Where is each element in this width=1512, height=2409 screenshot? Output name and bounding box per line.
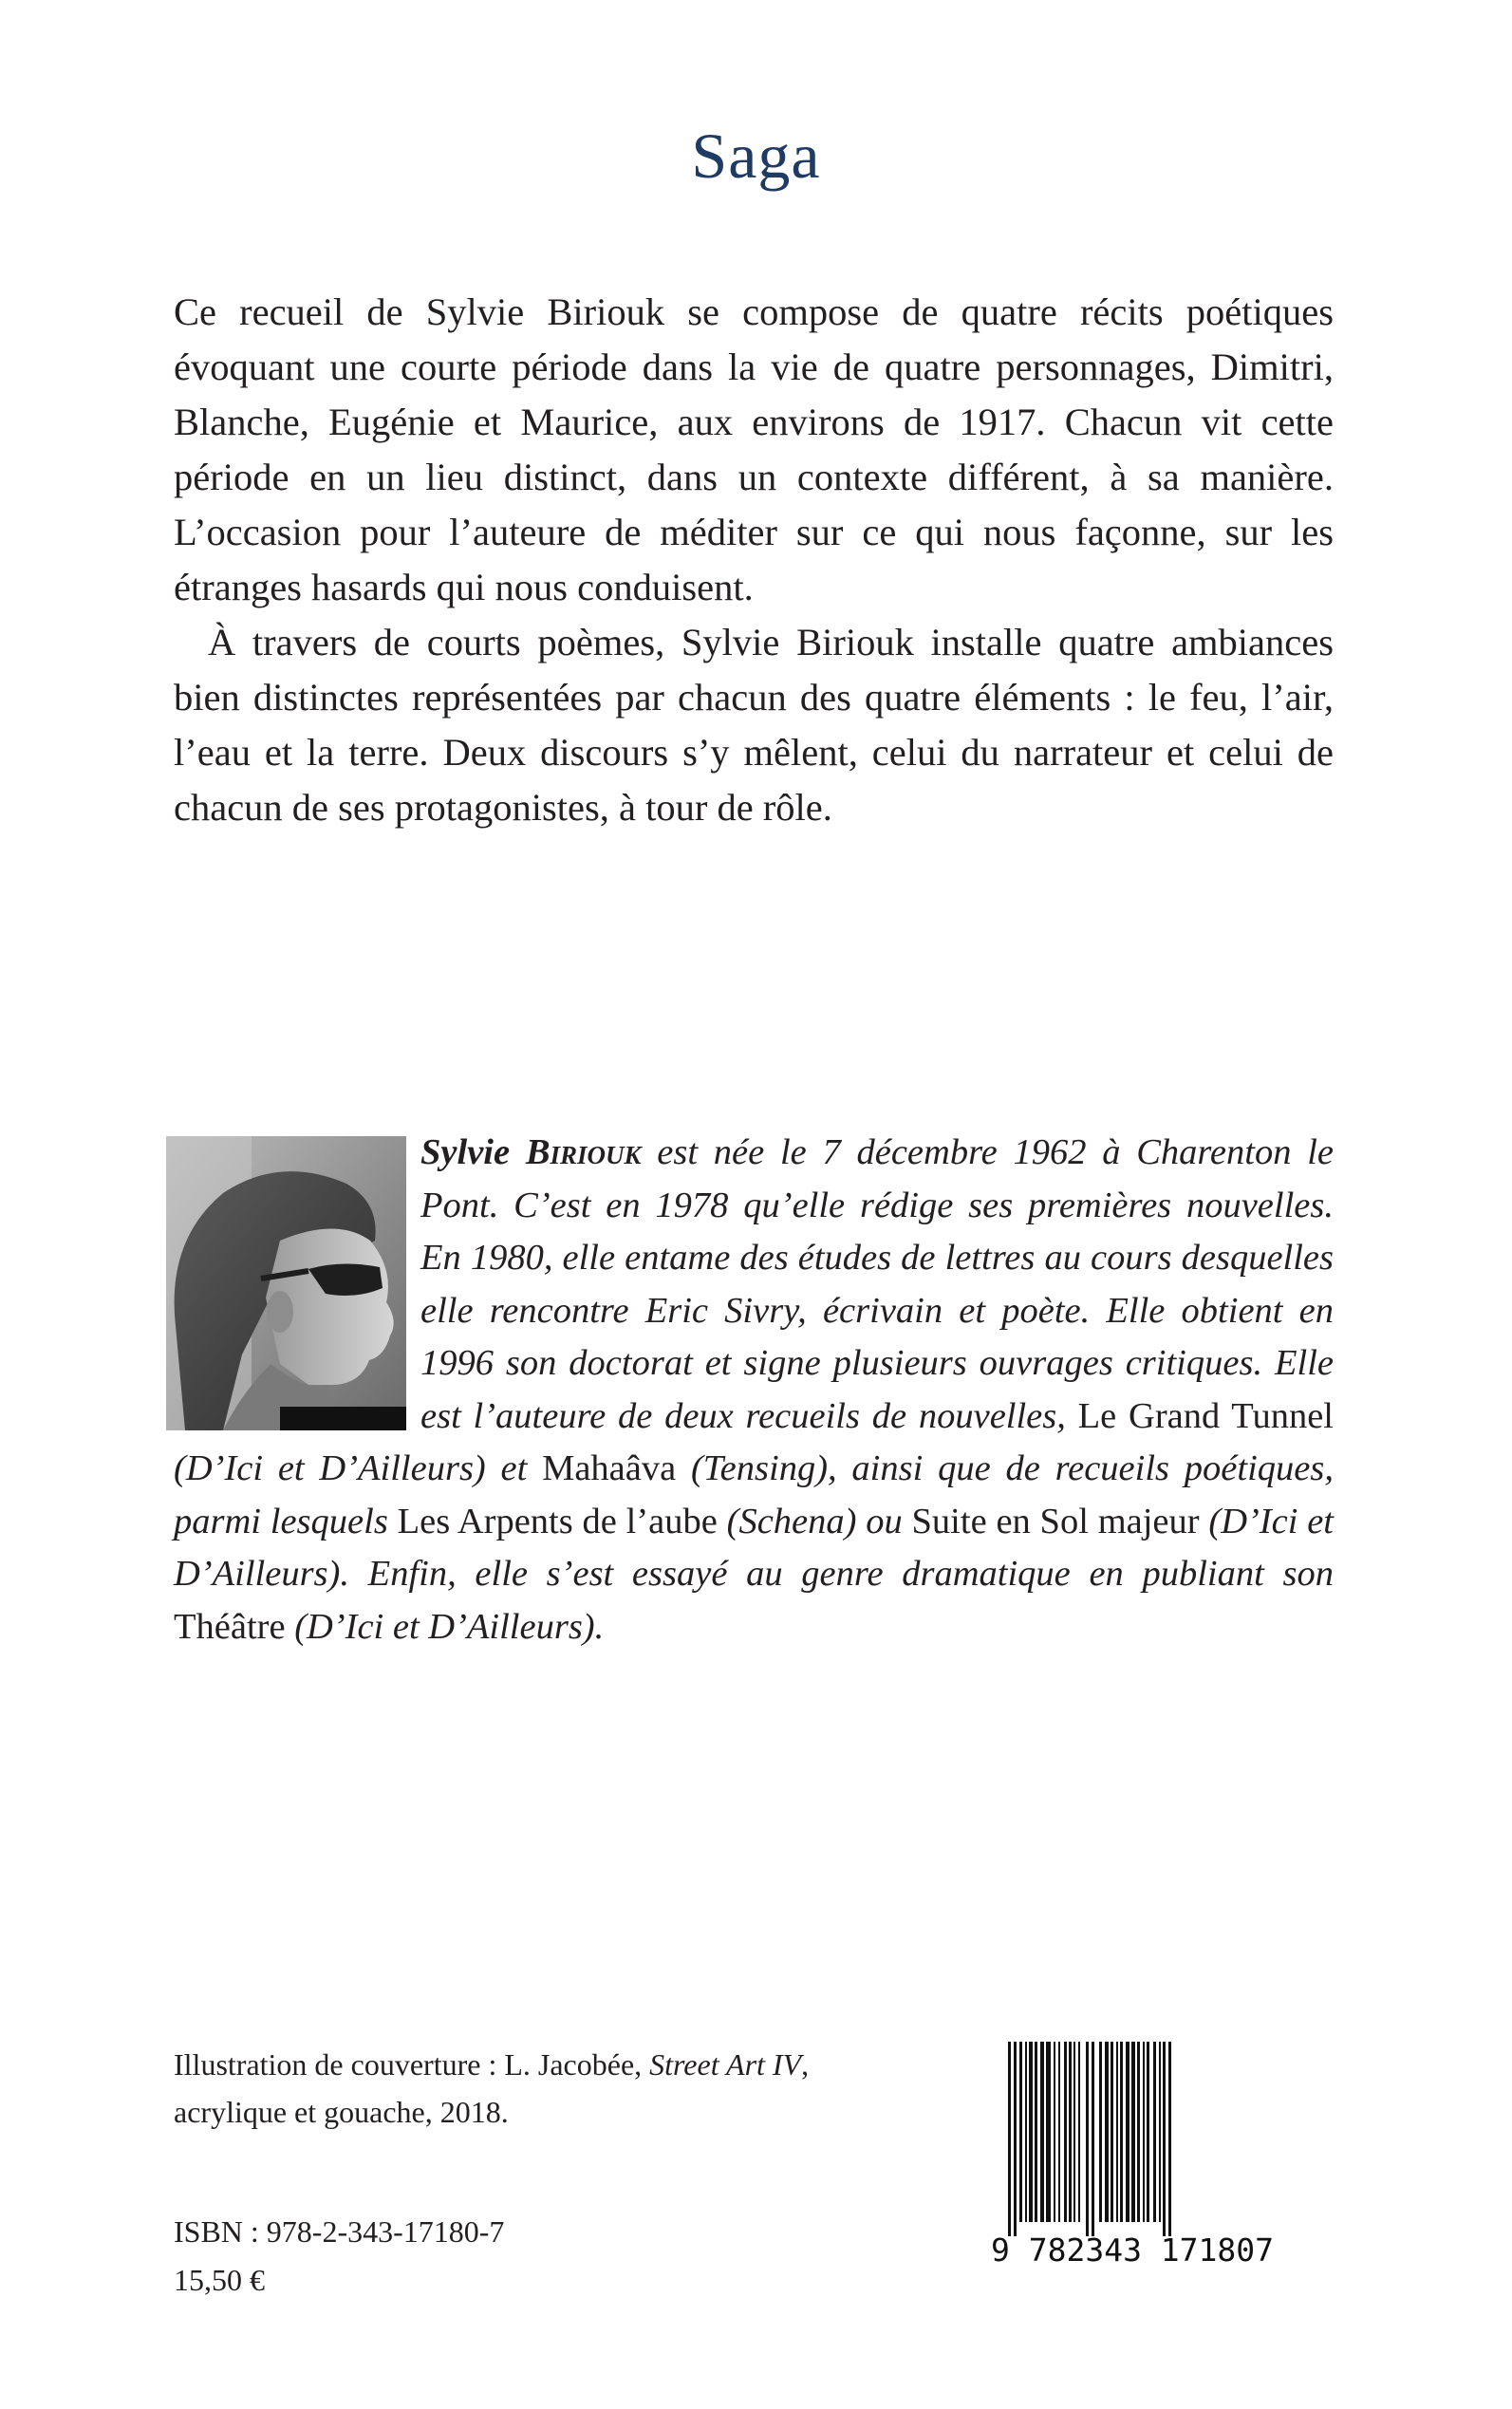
barcode-bar: [1092, 2042, 1094, 2236]
barcode-bar: [1120, 2042, 1123, 2222]
barcode-bar: [1143, 2042, 1145, 2222]
barcode-bar: [1035, 2042, 1037, 2222]
barcode-bar: [1086, 2042, 1089, 2236]
barcode-bar: [1078, 2042, 1080, 2222]
barcode-bar: [1131, 2042, 1135, 2222]
summary-paragraph-2: À travers de courts poèmes, Sylvie Biriouk installe quatre ambiances bien distinctes représentées par chacun des quatre éléments : le feu, l’air, l’eau et la terre. Deux discours s’y mêlent, celui du narrateur et celui de chacun de ses protagonistes, à tour de rôle.: [174, 621, 1334, 829]
author-biography: Sylvie Biriouk est née le 7 décembre 1962 à Charenton le Pont. C’est en 1978 qu’elle rédige ses premières nouvelles. En 1980, elle entame des études de lettres au cours desquelles elle rencontre Eric Sivry, écrivain et poète. Elle obtient en 1996 son doctorat et signe plusieurs ouvrages critiques. Elle est l’auteure de deux recueils de nouvelles, Le Grand Tunnel (D’Ici et D’Ailleurs) et Mahaâva (Tensing), ainsi que de recueils poétiques, parmi lesquels Les Arpents de l’aube (Schena) ou Suite en Sol majeur (D’Ici et D’Ailleurs). Enfin, elle s’est essayé au genre dramatique en publiant son Théâtre (D’Ici et D’Ailleurs).: [174, 1132, 1334, 1647]
barcode-bar: [1019, 2042, 1022, 2222]
barcode-bar: [1014, 2042, 1017, 2236]
barcode-bar: [1137, 2042, 1140, 2222]
barcode-bar: [1069, 2042, 1072, 2222]
price: 15,50 €: [174, 2263, 265, 2297]
barcode: [991, 2042, 1304, 2284]
illustration-title: Street Art IV: [649, 2047, 802, 2082]
barcode-bar: [1163, 2042, 1166, 2236]
book-summary: [174, 285, 1334, 835]
barcode-bar: [1073, 2042, 1075, 2222]
barcode-bar: [1111, 2042, 1113, 2222]
barcode-bar: [1126, 2042, 1129, 2222]
isbn-number: ISBN : 978-2-343-17180-7: [174, 2214, 505, 2249]
barcode-bars: [991, 2042, 1304, 2236]
barcode-bar: [1046, 2042, 1051, 2222]
barcode-bar: [1116, 2042, 1118, 2222]
barcode-bar: [1054, 2042, 1055, 2222]
barcode-bar: [1040, 2042, 1044, 2222]
barcode-bar: [1147, 2042, 1149, 2222]
barcode-bar: [1025, 2042, 1027, 2222]
work-title: Suite en Sol majeur: [911, 1501, 1200, 1541]
barcode-bar: [1168, 2042, 1171, 2236]
barcode-bar: [1099, 2042, 1102, 2222]
barcode-bar: [1159, 2042, 1161, 2222]
barcode-bar: [1029, 2042, 1033, 2222]
cover-illustration-credit: Illustration de couverture : L. Jacobée, Street Art IV, acrylique et gouache, 2018.: [174, 2047, 810, 2129]
work-title: Les Arpents de l’aube: [397, 1501, 718, 1541]
barcode-bar: [1008, 2042, 1011, 2236]
summary-paragraph-1: Ce recueil de Sylvie Biriouk se compose de quatre récits poétiques évoquant une courte période dans la vie de quatre personnages, Dimitri, Blanche, Eugénie et Maurice, aux environs de 1917. Chacun vit cette période en un lieu distinct, dans un contexte différent, à sa manière. L’occasion pour l’auteure de méditer sur ce qui nous façonne, sur les étranges hasards qui nous conduisent.: [174, 290, 1334, 608]
barcode-digits: 9 782343 171807: [991, 2232, 1275, 2269]
book-title: Saga: [691, 120, 821, 192]
author-name: Sylvie Biriouk: [420, 1132, 642, 1172]
barcode-bar: [1058, 2042, 1060, 2222]
barcode-bar: [1064, 2042, 1067, 2222]
barcode-bar: [1105, 2042, 1109, 2222]
work-title: Le Grand Tunnel: [1077, 1395, 1334, 1436]
work-title: Mahaâva: [542, 1448, 677, 1488]
work-title: Théâtre: [174, 1606, 286, 1647]
barcode-bar: [1153, 2042, 1156, 2222]
